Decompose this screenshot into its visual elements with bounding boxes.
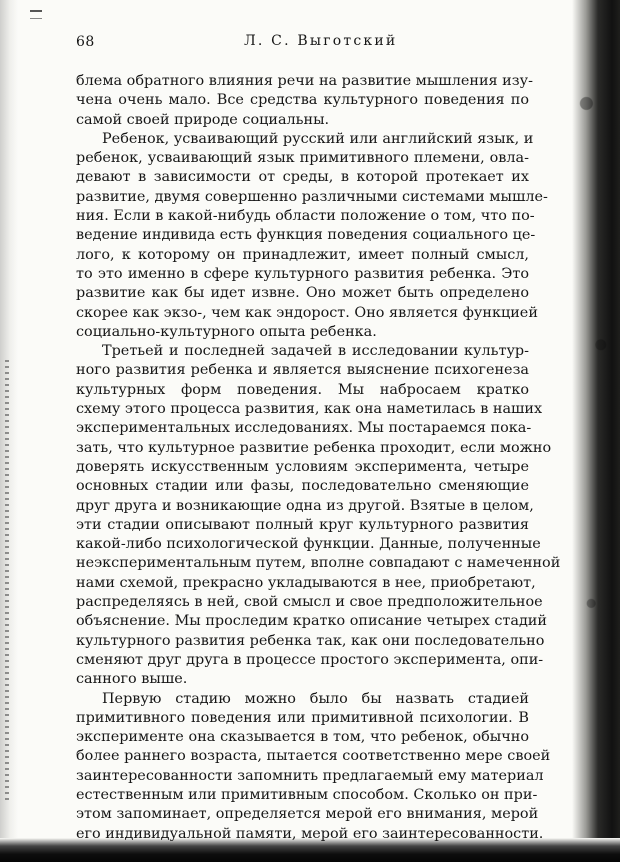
scan-mark [30,10,42,19]
text-line: культурных форм поведения. Мы набросаем кратко [76,381,529,398]
page-left-shadow [0,0,18,862]
text-line: этом запоминает, определяется мерой его внимания, мерой [76,806,539,823]
text-line: более раннего возраста, пытается соответственно мере своей [76,748,551,765]
text-line: его индивидуальной памяти, мерой его заинтересованности. [76,825,544,842]
text-line: эти стадии описывают полный круг культурного развития [76,516,529,533]
text-line: объяснение. Мы проследим кратко описание четырех стадий [76,613,547,630]
text-line: Третьей и последней задачей в исследовании культур- [102,343,529,360]
text-line: ведение индивида есть функция поведения социального це- [76,227,536,244]
page-header [76,32,529,52]
page-right-scan-edge [572,0,620,862]
text-line: схему этого процесса развития, как она наметилась в наших [76,401,543,418]
text-line: развитие как бы идет извне. Оно может быть определено [76,285,529,302]
text-line: блема обратного влияния речи на развитие мышления изу- [76,73,533,89]
text-line: распределяясь в ней, свой смысл и свое предположительное [76,594,543,611]
text-line: ного развития ребенка и является выяснение психогенеза [76,362,529,379]
text-line: девают в зависимости от среды, в которой протекает их [76,169,529,186]
text-line: друг друга и возникающие одна из другой. Взятые в целом, [76,497,534,514]
text-line: скорее как экзо-, чем как эндорост. Оно является функцией [76,304,538,321]
text-line: естественным или примитивным способом. Сколько он при- [76,786,538,803]
text-line: Первую стадию можно было бы назвать стадией [102,690,529,707]
text-line: ния. Если в какой-нибудь области положение о том, что по- [76,208,535,225]
text-line: неэкспериментальным путем, вполне совпадают с намеченной [76,555,561,572]
text-line: сменяют друг друга в процессе простого эксперимента, опи- [76,651,544,668]
text-line: доверять искусственным условиям эксперимента, четыре [76,458,529,475]
text-line: санного выше. [76,671,188,688]
page-number: 68 [76,34,95,50]
text-line: социально-культурного опыта ребенка. [76,323,377,340]
text-line: нами схемой, прекрасно укладываются в нее, приобретают, [76,574,536,591]
text-line: то это именно в сфере культурного развития ребенка. Это [76,265,529,282]
text-line: культурного развития ребенка так, как они последовательно [76,632,545,649]
text-line: примитивного поведения или примитивной психологии. В [76,709,529,726]
text-line: эксперименте она сказывается в том, что ребенок, обычно [76,729,529,746]
text-line: экспериментальных исследованиях. Мы постараемся пока- [76,420,532,437]
text-line: лого, к которому он принадлежит, имеет полный смысл, [76,246,529,263]
text-line: самой своей природе социальны. [76,111,330,128]
text-line: чена очень мало. Все средства культурного поведения по [76,92,529,109]
text-line: заинтересованности запомнить предлагаемый ему материал [76,767,544,784]
binding-strip [5,360,9,800]
text-line: ребенок, усваивающий язык примитивного племени, овла- [76,150,529,167]
text-line: Ребенок, усваивающий русский или английский язык, и [102,130,534,147]
text-line: развитие, двумя совершенно различными системами мышле- [76,188,548,205]
text-line: зать, что культурное развитие ребенка проходит, если можно [76,439,552,456]
running-title: Л. С. Выготский [244,33,398,49]
text-line: какой-либо психологической функции. Данные, полученные [76,536,541,553]
text-line: основных стадии или фазы, последовательно сменяющие [76,478,529,495]
body-text [76,72,561,844]
